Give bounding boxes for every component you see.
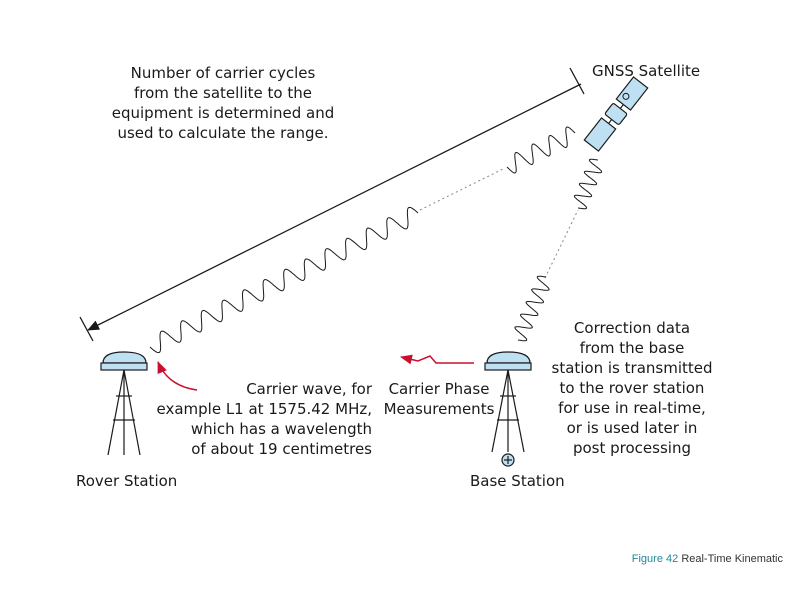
correction-note-line: for use in real-time, bbox=[558, 399, 706, 417]
range-note bbox=[88, 63, 358, 143]
satellite-icon bbox=[584, 77, 647, 151]
correction-note-line: Correction data bbox=[573, 319, 691, 337]
correction-note-line: station is transmitted bbox=[551, 359, 713, 377]
base-station-label: Base Station bbox=[470, 472, 565, 490]
rover-antenna-icon bbox=[101, 352, 147, 370]
range-note-line: equipment is determined and bbox=[111, 104, 335, 122]
figure-caption bbox=[632, 553, 783, 565]
phase-note-line: Measurements bbox=[383, 400, 495, 418]
range-note-line: used to calculate the range. bbox=[117, 124, 329, 142]
carrier-wave-note-line: example L1 at 1575.42 MHz, bbox=[156, 400, 372, 418]
carrier-wave-rover-segment bbox=[150, 207, 418, 352]
carrier-wave-note bbox=[140, 379, 372, 459]
correction-note-line: or is used later in bbox=[566, 419, 698, 437]
carrier-wave-note-line: of about 19 centimetres bbox=[191, 440, 372, 458]
range-tick-satellite bbox=[570, 68, 584, 94]
range-note-line: Number of carrier cycles bbox=[130, 64, 316, 82]
carrier-wave-satellite-segment bbox=[507, 127, 575, 173]
carrier-wave-note-line: which has a wavelength bbox=[190, 420, 372, 438]
correction-note bbox=[532, 318, 732, 458]
base-antenna-icon bbox=[485, 352, 531, 370]
carrier-wave-note-line: Carrier wave, for bbox=[246, 380, 372, 398]
phase-note bbox=[374, 379, 504, 419]
range-note-line: from the satellite to the bbox=[133, 84, 312, 102]
rover-tripod bbox=[108, 370, 140, 455]
correction-note-line: to the rover station bbox=[559, 379, 705, 397]
satellite-label: GNSS Satellite bbox=[592, 62, 701, 80]
rover-station-label: Rover Station bbox=[76, 472, 178, 490]
correction-note-line: from the base bbox=[579, 339, 685, 357]
survey-marker-icon bbox=[502, 454, 514, 466]
dotted-link-satellite-base bbox=[545, 210, 578, 278]
figure-number: Figure 42 bbox=[631, 553, 679, 565]
correction-note-line: post processing bbox=[572, 439, 691, 457]
phase-note-line: Carrier Phase bbox=[388, 380, 490, 398]
figure-title: Real-Time Kinematic bbox=[681, 553, 783, 565]
carrier-wave-base-upper-segment bbox=[574, 159, 601, 208]
phase-measurement-arrow bbox=[401, 356, 474, 363]
dotted-link-satellite-rover bbox=[420, 168, 505, 210]
